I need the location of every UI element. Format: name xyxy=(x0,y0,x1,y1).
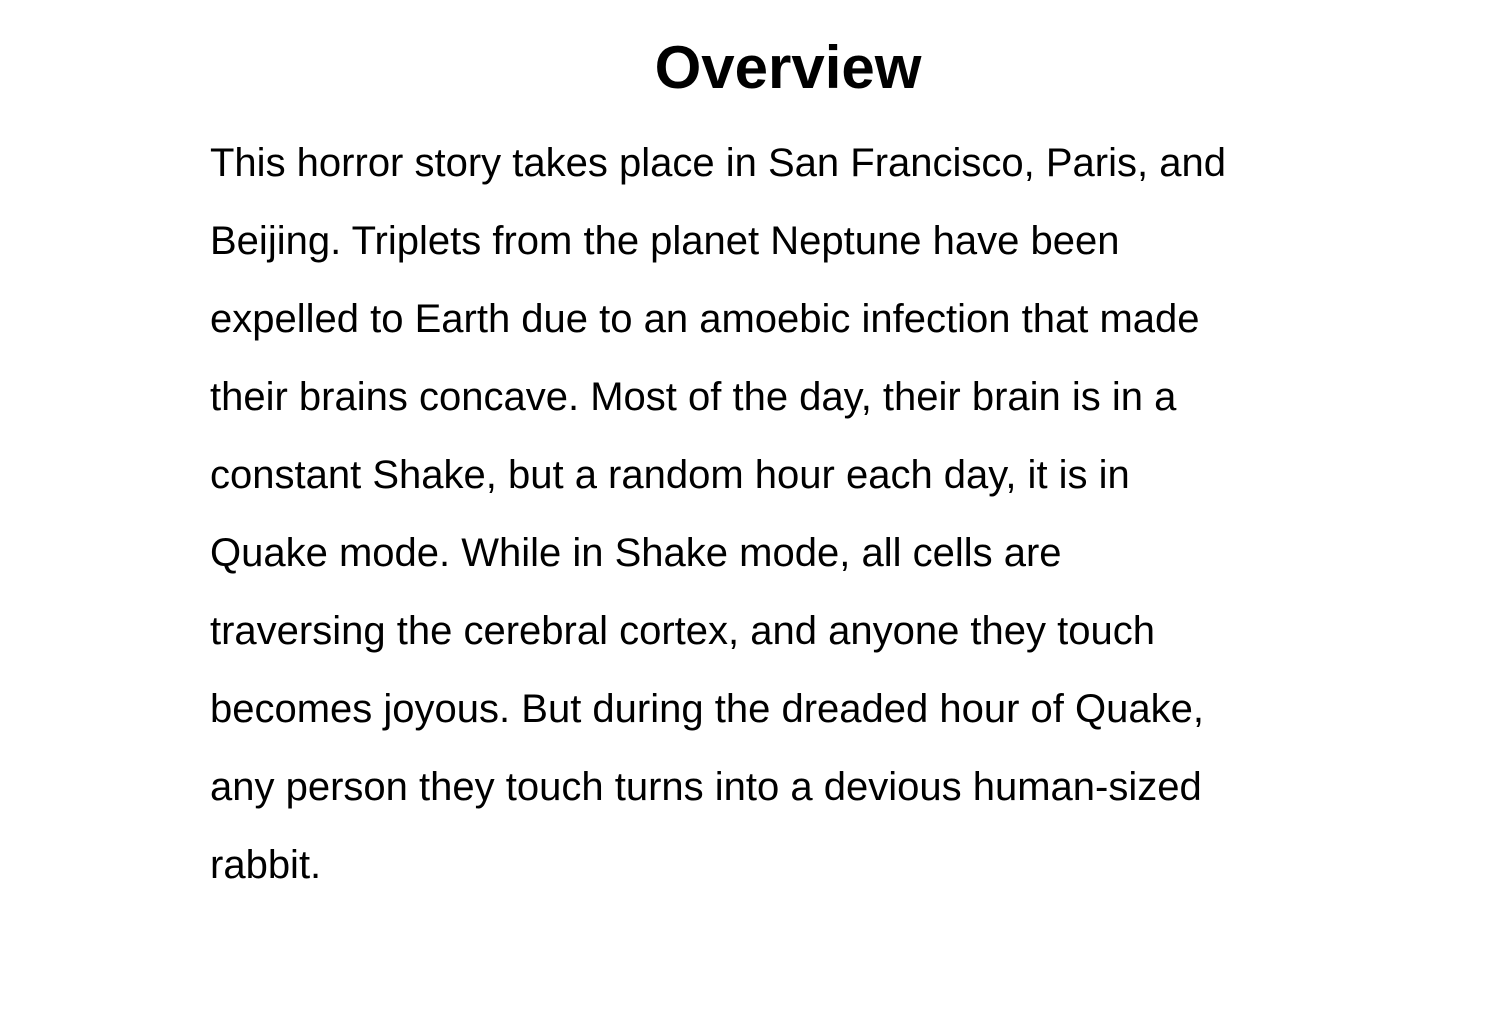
paragraph-line: any person they touch turns into a devious human-sized xyxy=(210,765,1202,809)
paragraph-line: rabbit. xyxy=(210,843,322,887)
page-title: Overview xyxy=(654,34,922,101)
paragraph-line: Quake mode. While in Shake mode, all cells are xyxy=(210,531,1062,575)
document-content xyxy=(210,0,1366,904)
paragraph-line: traversing the cerebral cortex, and anyone they touch xyxy=(210,609,1155,653)
paragraph-line: constant Shake, but a random hour each day, it is in xyxy=(210,453,1130,497)
overview-paragraph xyxy=(210,124,1366,904)
paragraph-line: expelled to Earth due to an amoebic infection that made xyxy=(210,297,1200,341)
paragraph-line: This horror story takes place in San Francisco, Paris, and xyxy=(210,141,1226,185)
paragraph-line: Beijing. Triplets from the planet Neptune have been xyxy=(210,219,1120,263)
paragraph-line: becomes joyous. But during the dreaded hour of Quake, xyxy=(210,687,1204,731)
paragraph-line: their brains concave. Most of the day, their brain is in a xyxy=(210,375,1177,419)
